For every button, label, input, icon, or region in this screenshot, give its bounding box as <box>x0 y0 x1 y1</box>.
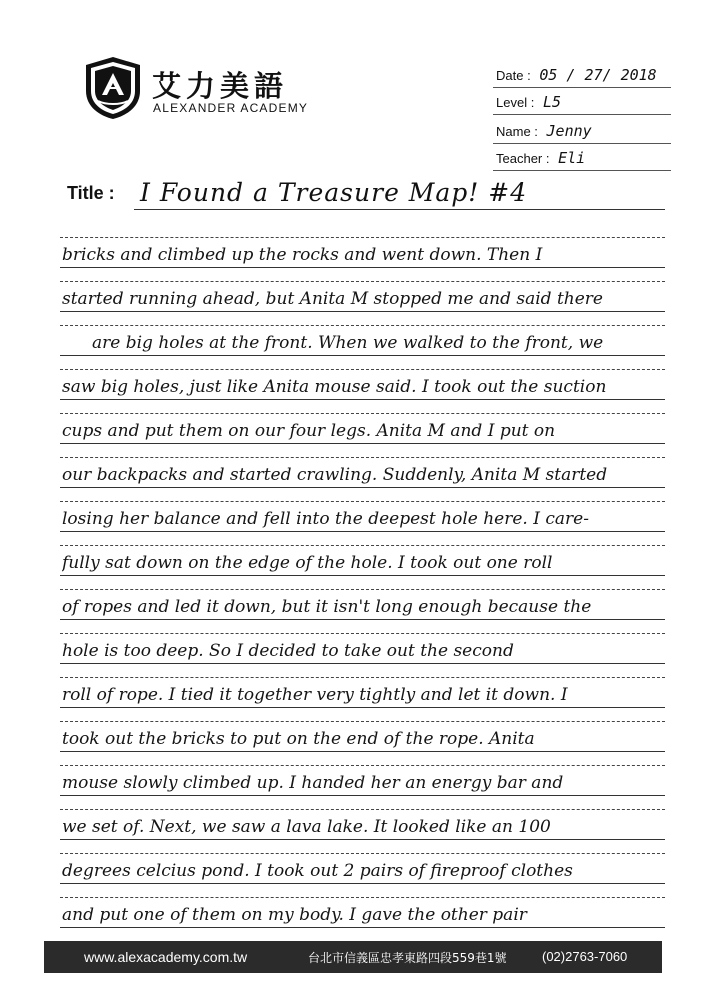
writing-line: our backpacks and started crawling. Suddenly, Anita M started <box>62 465 608 485</box>
writing-line: of ropes and led it down, but it isn't long enough because the <box>62 597 592 617</box>
name-underline <box>493 143 671 144</box>
academy-crest-logo <box>82 55 144 121</box>
writing-line: and put one of them on my body. I gave the other pair <box>62 905 527 925</box>
teacher-label: Teacher : <box>496 151 550 166</box>
base-line <box>60 927 665 928</box>
base-line <box>60 399 665 400</box>
teacher-field <box>496 149 585 167</box>
base-line <box>60 663 665 664</box>
base-line <box>60 839 665 840</box>
writing-line: bricks and climbed up the rocks and went down. Then I <box>62 245 543 265</box>
base-line <box>60 883 665 884</box>
title-label: Title : <box>67 183 115 203</box>
name-field <box>496 122 592 140</box>
guide-line <box>60 501 665 502</box>
guide-line <box>60 325 665 326</box>
date-field <box>496 66 657 84</box>
base-line <box>60 487 665 488</box>
date-label: Date : <box>496 68 531 83</box>
writing-line: started running ahead, but Anita M stopped me and said there <box>62 289 603 309</box>
guide-line <box>60 721 665 722</box>
name-label: Name : <box>496 124 538 139</box>
footer-bar <box>44 941 662 973</box>
writing-line: saw big holes, just like Anita mouse said. I took out the suction <box>62 377 607 397</box>
footer-address: 台北市信義區忠孝東路四段559巷1號 <box>308 951 507 965</box>
base-line <box>60 751 665 752</box>
base-line <box>60 707 665 708</box>
level-underline <box>493 114 671 115</box>
teacher-value: Eli <box>558 149 586 167</box>
writing-line: are big holes at the front. When we walked to the front, we <box>92 333 604 353</box>
footer-phone: (02)2763-7060 <box>542 949 628 964</box>
guide-line <box>60 853 665 854</box>
guide-line <box>60 677 665 678</box>
writing-line: cups and put them on our four legs. Anita M and I put on <box>62 421 556 441</box>
base-line <box>60 311 665 312</box>
guide-line <box>60 809 665 810</box>
guide-line <box>60 633 665 634</box>
writing-line: roll of rope. I tied it together very tightly and let it down. I <box>62 685 568 705</box>
writing-line: took out the bricks to put on the end of the rope. Anita <box>62 729 535 749</box>
essay-title: I Found a Treasure Map! #4 <box>140 178 528 207</box>
teacher-underline <box>493 170 671 171</box>
writing-line: losing her balance and fell into the deepest hole here. I care- <box>62 509 589 529</box>
date-underline <box>493 87 671 88</box>
brand-english-name: ALEXANDER ACADEMY <box>153 101 309 115</box>
guide-line <box>60 589 665 590</box>
guide-line <box>60 545 665 546</box>
footer-website: www.alexacademy.com.tw <box>84 949 248 965</box>
writing-line: mouse slowly climbed up. I handed her an energy bar and <box>62 773 564 793</box>
guide-line <box>60 457 665 458</box>
name-value: Jenny <box>546 122 592 140</box>
title-underline <box>134 209 665 210</box>
writing-line: we set of. Next, we saw a lava lake. It looked like an 100 <box>62 817 551 837</box>
level-field <box>496 93 561 111</box>
guide-line <box>60 897 665 898</box>
base-line <box>60 267 665 268</box>
writing-line: fully sat down on the edge of the hole. I took out one roll <box>62 553 553 573</box>
writing-line: hole is too deep. So I decided to take out the second <box>62 641 514 661</box>
base-line <box>60 795 665 796</box>
writing-line: degrees celcius pond. I took out 2 pairs of fireproof clothes <box>62 861 573 881</box>
guide-line <box>60 369 665 370</box>
base-line <box>60 619 665 620</box>
guide-line <box>60 413 665 414</box>
guide-line <box>60 281 665 282</box>
base-line <box>60 443 665 444</box>
guide-line <box>60 237 665 238</box>
brand-chinese-name: 艾力美語 <box>152 69 289 103</box>
level-value: L5 <box>542 93 561 111</box>
base-line <box>60 355 665 356</box>
level-label: Level : <box>496 95 535 110</box>
base-line <box>60 575 665 576</box>
guide-line <box>60 765 665 766</box>
base-line <box>60 531 665 532</box>
date-value: 05 / 27/ 2018 <box>539 66 657 84</box>
